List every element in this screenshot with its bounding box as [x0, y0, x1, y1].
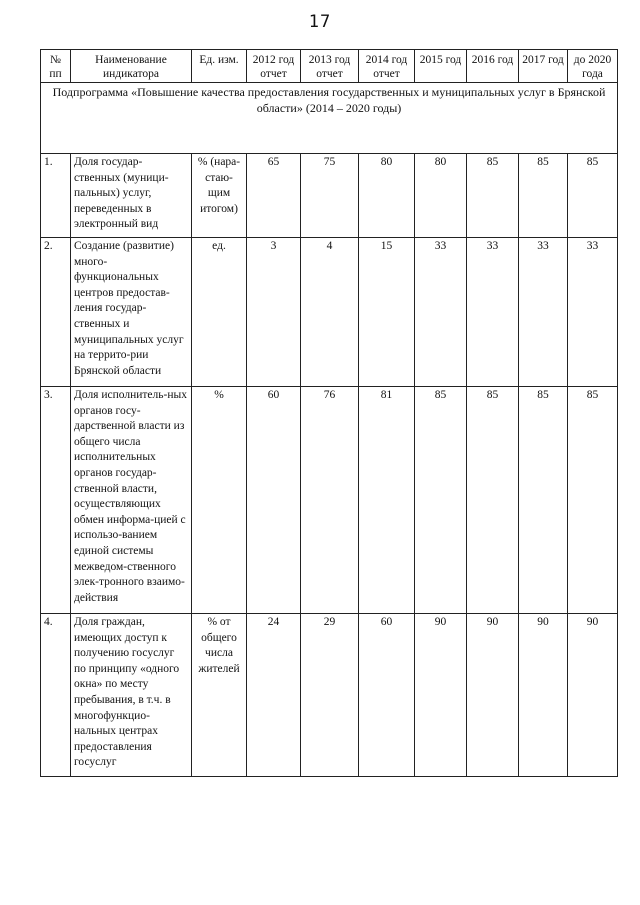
table-row [41, 154, 618, 238]
value-2015: 33 [415, 238, 467, 387]
value-2013: 4 [301, 238, 359, 387]
value-2017: 85 [519, 154, 568, 238]
value-2016: 85 [467, 387, 519, 614]
value-2017: 85 [519, 387, 568, 614]
row-unit: % [192, 387, 247, 614]
value-2015: 85 [415, 387, 467, 614]
value-2015: 90 [415, 614, 467, 777]
row-name: Создание (развитие) много-функциональных центров предостав-ления государ-ственных и муниципальных услуг на террито-рии Брянской области [71, 238, 192, 387]
row-no: 4. [41, 614, 71, 777]
row-unit: % от общего числа жителей [192, 614, 247, 777]
value-2016: 90 [467, 614, 519, 777]
page-number: 17 [308, 12, 332, 32]
header-unit: Ед. изм. [192, 50, 247, 83]
row-name: Доля исполнитель-ных органов госу-дарственной власти из общего числа исполнительных органов государ-ственной власти, осуществляющих обмен информа-цией с использо-ванием единой системы межведом-ственного элек-тронного взаимо-действия [71, 387, 192, 614]
value-2013: 75 [301, 154, 359, 238]
value-2020: 33 [568, 238, 618, 387]
row-unit: % (нара-стаю-щим итогом) [192, 154, 247, 238]
value-2016: 85 [467, 154, 519, 238]
table-row [41, 387, 618, 614]
value-2020: 85 [568, 387, 618, 614]
value-2012: 60 [247, 387, 301, 614]
header-2012: 2012 год отчет [247, 50, 301, 83]
header-2017: 2017 год [519, 50, 568, 83]
subprogram-title: Подпрограмма «Повышение качества предоставления государственных и муниципальных услуг в Брянской области» (2014 – 2020 годы) [41, 83, 618, 154]
value-2013: 29 [301, 614, 359, 777]
value-2012: 3 [247, 238, 301, 387]
value-2017: 90 [519, 614, 568, 777]
row-no: 3. [41, 387, 71, 614]
header-name: Наименование индикатора [71, 50, 192, 83]
header-2014: 2014 год отчет [359, 50, 415, 83]
value-2020: 85 [568, 154, 618, 238]
value-2014: 80 [359, 154, 415, 238]
value-2020: 90 [568, 614, 618, 777]
value-2014: 60 [359, 614, 415, 777]
value-2014: 81 [359, 387, 415, 614]
value-2013: 76 [301, 387, 359, 614]
table-row [41, 238, 618, 387]
row-no: 2. [41, 238, 71, 387]
indicators-table [40, 49, 618, 777]
value-2017: 33 [519, 238, 568, 387]
value-2012: 24 [247, 614, 301, 777]
value-2012: 65 [247, 154, 301, 238]
row-unit: ед. [192, 238, 247, 387]
header-2013: 2013 год отчет [301, 50, 359, 83]
value-2014: 15 [359, 238, 415, 387]
header-no: № пп [41, 50, 71, 83]
header-2016: 2016 год [467, 50, 519, 83]
table-header-row [41, 50, 618, 83]
row-no: 1. [41, 154, 71, 238]
row-name: Доля граждан, имеющих доступ к получению госуслуг по принципу «одного окна» по месту пребывания, в т.ч. в многофункцио-нальных центрах предоставления госуслуг [71, 614, 192, 777]
row-name: Доля государ-ственных (муници-пальных) услуг, переведенных в электронный вид [71, 154, 192, 238]
table-row [41, 614, 618, 777]
value-2016: 33 [467, 238, 519, 387]
subprogram-row [41, 83, 618, 154]
header-2020: до 2020 года [568, 50, 618, 83]
value-2015: 80 [415, 154, 467, 238]
header-2015: 2015 год [415, 50, 467, 83]
